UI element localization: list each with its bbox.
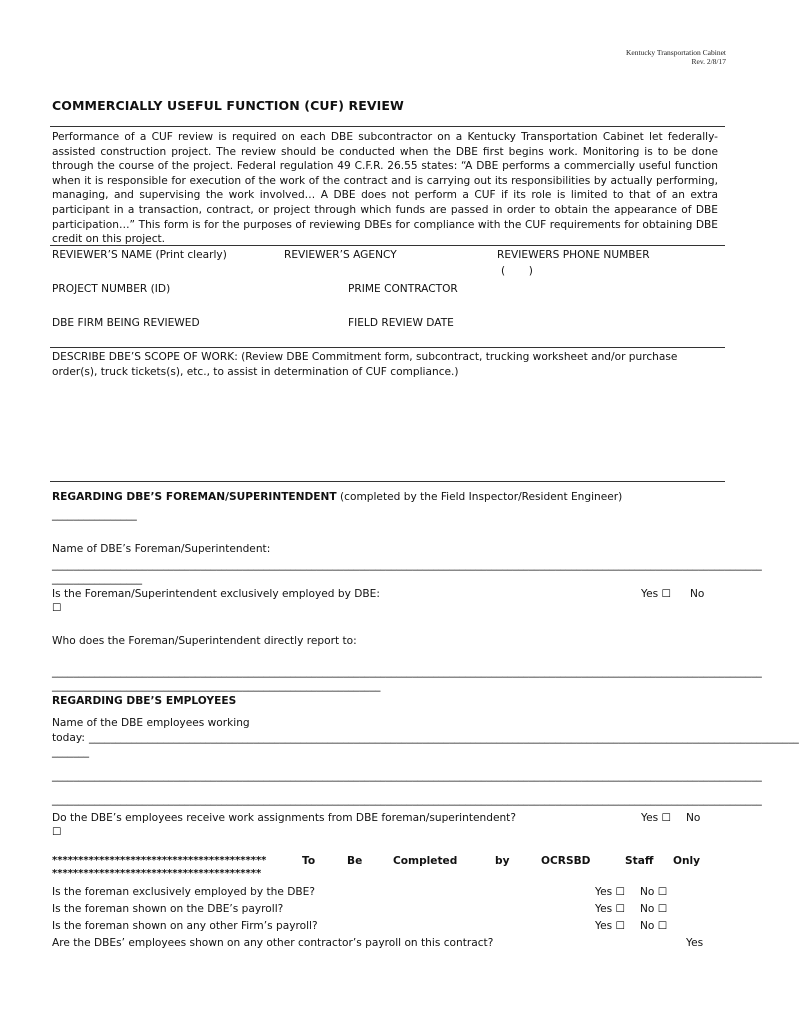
ocrsbd-q3-yes-checkbox[interactable]: Yes ☐ (595, 920, 625, 932)
ocrsbd-word-staff: Staff (625, 855, 654, 867)
foreman-report-field[interactable]: ______________________________________________________________________________________________________________________________________ (52, 666, 762, 678)
agency-line: Kentucky Transportation Cabinet (626, 48, 726, 57)
ocrsbd-word-ocrsbd: OCRSBD (541, 855, 591, 867)
employees-name-line-3[interactable]: ______________________________________________________________________________________________________________________________________ (52, 794, 762, 806)
foreman-heading-underline: ________________ (52, 509, 137, 521)
phone-area-code-field[interactable]: ( ) (501, 265, 533, 277)
reviewer-agency-label: REVIEWER’S AGENCY (284, 249, 397, 261)
employees-name-line-2[interactable]: ______________________________________________________________________________________________________________________________________ (52, 770, 762, 782)
scope-divider (50, 347, 725, 348)
foreman-name-field[interactable]: ______________________________________________________________________________________________________________________________________ (52, 559, 762, 571)
reviewer-name-label: REVIEWER’S NAME (Print clearly) (52, 249, 227, 261)
foreman-exclusive-no-label: No (690, 588, 705, 600)
intro-divider (50, 245, 725, 246)
employees-assign-no-checkbox[interactable]: ☐ (52, 826, 62, 838)
ocrsbd-question-4: Are the DBEs’ employees shown on any other contractor’s payroll on this contract? (52, 937, 494, 949)
foreman-section-heading: REGARDING DBE’S FOREMAN/SUPERINTENDENT (52, 491, 337, 503)
ocrsbd-q1-no-checkbox[interactable]: No ☐ (640, 886, 668, 898)
foreman-exclusive-no-checkbox[interactable]: ☐ (52, 602, 62, 614)
revision-line: Rev. 2/8/17 (691, 57, 726, 66)
ocrsbd-q2-no-checkbox[interactable]: No ☐ (640, 903, 668, 915)
employees-assign-no-label: No (686, 812, 701, 824)
ocrsbd-q4-yes-label[interactable]: Yes (686, 937, 704, 949)
foreman-section-note: (completed by the Field Inspector/Resident Engineer) (336, 491, 623, 503)
ocrsbd-word-be: Be (347, 855, 363, 867)
foreman-exclusive-yes-checkbox[interactable]: Yes ☐ (641, 588, 671, 600)
ocrsbd-q2-yes-checkbox[interactable]: Yes ☐ (595, 903, 625, 915)
employees-name-label-today: today: (52, 732, 85, 744)
prime-contractor-label: PRIME CONTRACTOR (348, 283, 458, 295)
employees-assign-yes-checkbox[interactable]: Yes ☐ (641, 812, 671, 824)
ocrsbd-stars-line: ***************************************** (52, 855, 267, 866)
agency-header (626, 48, 726, 66)
foreman-divider (50, 481, 725, 482)
ocrsbd-question-1: Is the foreman exclusively employed by the DBE? (52, 886, 315, 898)
intro-paragraph: Performance of a CUF review is required on each DBE subcontractor on a Kentucky Transportation Cabinet let federally-assisted construction project. The review should be conducted when the DBE first begins work. Monitoring is to be done through the course of the project. Federal regulation 49 C.F.R. 26.55 states: “A DBE performs a commercially useful function when it is responsible for execution of the work of the contract and is carrying out its responsibilities by actually performing, managing, and supervising the work involved… A DBE does not perform a CUF if its role is limited to that of an extra participant in a transaction, contract, or project through which funds are passed in order to obtain the appearance of DBE participation…” This form is for the purposes of reviewing DBEs for compliance with the CUF requirements for obtaining DBE credit on this project. (52, 131, 718, 246)
ocrsbd-question-3: Is the foreman shown on any other Firm’s payroll? (52, 920, 318, 932)
scope-of-work-label: DESCRIBE DBE’S SCOPE OF WORK: (Review DBE Commitment form, subcontract, trucking worksheet and/or purchase order(s), truck tickets(s), etc., to assist in determination of CUF compliance.) (52, 351, 678, 378)
ocrsbd-stars-line-2: **************************************** (52, 868, 262, 879)
employees-name-field[interactable]: ______________________________________________________________________________________________________________________________________ (89, 732, 799, 744)
title-divider (50, 126, 725, 127)
dbe-firm-label: DBE FIRM BEING REVIEWED (52, 317, 200, 329)
employees-section-heading: REGARDING DBE’S EMPLOYEES (52, 695, 237, 707)
foreman-name-label: Name of DBE’s Foreman/Superintendent: (52, 543, 271, 555)
ocrsbd-q3-no-checkbox[interactable]: No ☐ (640, 920, 668, 932)
foreman-report-question: Who does the Foreman/Superintendent directly report to: (52, 635, 357, 647)
ocrsbd-word-only: Only (673, 855, 701, 867)
foreman-exclusive-question: Is the Foreman/Superintendent exclusively employed by DBE: (52, 588, 380, 600)
employees-name-field-cont[interactable]: _______ (52, 746, 90, 758)
ocrsbd-q1-yes-checkbox[interactable]: Yes ☐ (595, 886, 625, 898)
project-number-label: PROJECT NUMBER (ID) (52, 283, 171, 295)
foreman-name-field-cont[interactable]: _________________ (52, 573, 143, 585)
employees-name-label: Name of the DBE employees working (52, 717, 250, 729)
field-review-date-label: FIELD REVIEW DATE (348, 317, 454, 329)
foreman-report-field-cont[interactable]: ______________________________________________________________ (52, 680, 381, 692)
ocrsbd-word-to: To (302, 855, 316, 867)
ocrsbd-word-by: by (495, 855, 510, 867)
ocrsbd-word-completed: Completed (393, 855, 458, 867)
form-title: COMMERCIALLY USEFUL FUNCTION (CUF) REVIEW (52, 98, 404, 113)
ocrsbd-question-2: Is the foreman shown on the DBE’s payroll? (52, 903, 284, 915)
employees-assign-question: Do the DBE’s employees receive work assignments from DBE foreman/superintendent? (52, 812, 516, 824)
reviewer-phone-label: REVIEWERS PHONE NUMBER (497, 249, 650, 261)
foreman-heading-line (52, 490, 622, 505)
